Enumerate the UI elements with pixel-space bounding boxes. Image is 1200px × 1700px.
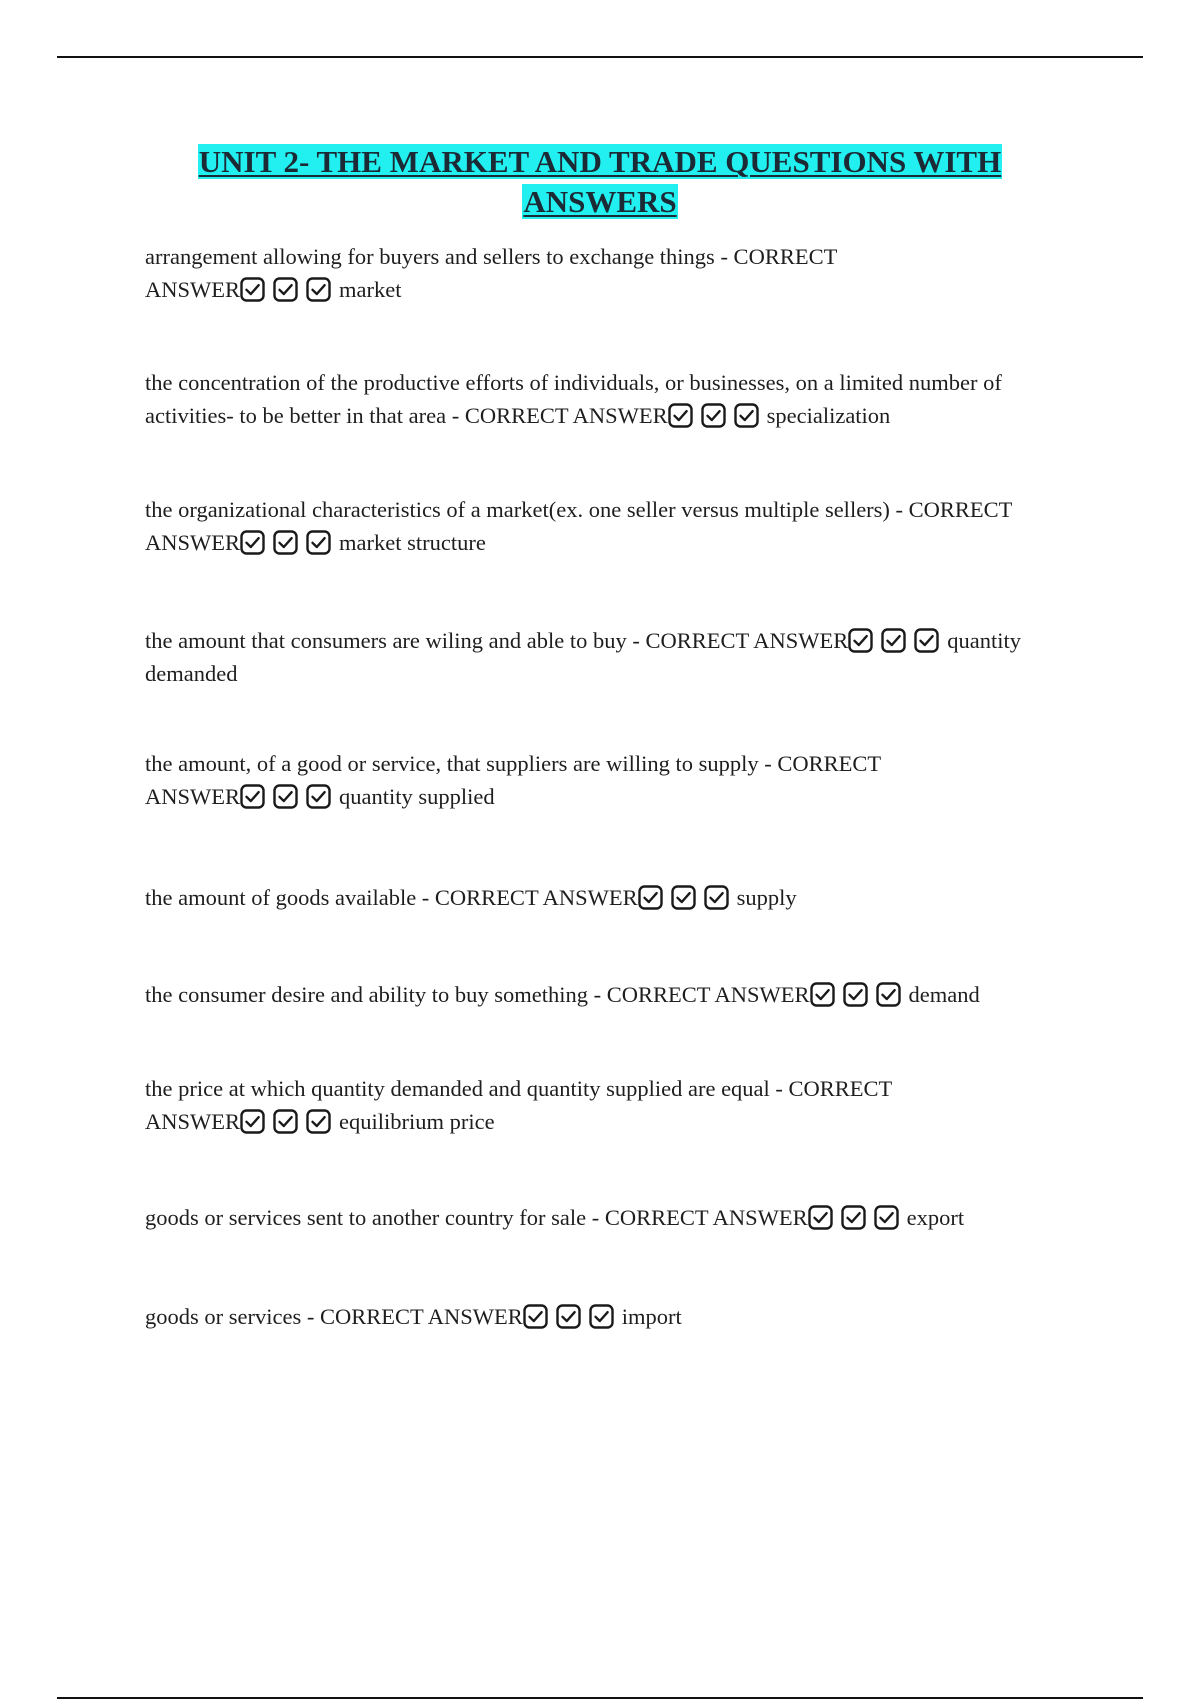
checkbox-check-icon — [273, 1109, 298, 1134]
qa-item — [145, 624, 1085, 690]
top-divider — [57, 56, 1143, 58]
question-text-continued: activities- to be better in that area - CORRECT ANSWER — [145, 403, 668, 428]
answer-text: demand — [908, 982, 980, 1007]
question-text: goods or services sent to another country for sale - CORRECT ANSWER — [145, 1205, 808, 1230]
question-text: the consumer desire and ability to buy something - CORRECT ANSWER — [145, 982, 810, 1007]
checkbox-check-icon — [704, 885, 729, 910]
checkbox-check-icon — [848, 628, 873, 653]
qa-item — [145, 240, 1085, 306]
bottom-divider — [57, 1697, 1143, 1699]
checkbox-check-icon — [914, 628, 939, 653]
answer-text-continued: demanded — [145, 661, 238, 686]
checkbox-check-icon — [589, 1304, 614, 1329]
qa-item — [145, 1072, 1085, 1138]
answer-text: specialization — [766, 403, 891, 428]
qa-item — [145, 747, 1085, 813]
checkbox-check-icon — [273, 277, 298, 302]
checkbox-check-icon — [734, 403, 759, 428]
question-text-continued: ANSWER — [145, 530, 240, 555]
question-text: the price at which quantity demanded and quantity supplied are equal - CORRECT — [145, 1076, 893, 1101]
qa-item — [145, 493, 1085, 559]
question-text: goods or services - CORRECT ANSWER — [145, 1304, 523, 1329]
checkbox-check-icon — [810, 982, 835, 1007]
checkbox-check-icon — [306, 1109, 331, 1134]
checkbox-check-icon — [808, 1205, 833, 1230]
checkbox-check-icon — [874, 1205, 899, 1230]
checkbox-check-icon — [701, 403, 726, 428]
question-text: the organizational characteristics of a market(ex. one seller versus multiple sellers) - CORRECT — [145, 497, 1013, 522]
checkbox-check-icon — [523, 1304, 548, 1329]
checkbox-check-icon — [306, 277, 331, 302]
answer-text: market structure — [339, 530, 486, 555]
checkbox-check-icon — [671, 885, 696, 910]
checkbox-check-icon — [273, 784, 298, 809]
qa-item — [145, 978, 1085, 1011]
checkbox-check-icon — [306, 530, 331, 555]
question-text-continued: ANSWER — [145, 277, 240, 302]
checkbox-check-icon — [843, 982, 868, 1007]
checkbox-check-icon — [273, 530, 298, 555]
question-text-continued: ANSWER — [145, 1109, 240, 1134]
question-text: arrangement allowing for buyers and sellers to exchange things - CORRECT — [145, 244, 838, 269]
qa-item — [145, 1201, 1085, 1234]
page-title — [100, 142, 1100, 222]
checkbox-check-icon — [240, 784, 265, 809]
checkbox-check-icon — [876, 982, 901, 1007]
answer-text: equilibrium price — [339, 1109, 495, 1134]
question-text-continued: ANSWER — [145, 784, 240, 809]
answer-text: export — [906, 1205, 965, 1230]
checkbox-check-icon — [668, 403, 693, 428]
question-text: the amount of goods available - CORRECT ANSWER — [145, 885, 638, 910]
answer-text: supply — [736, 885, 797, 910]
checkbox-check-icon — [556, 1304, 581, 1329]
title-line-1: UNIT 2- THE MARKET AND TRADE QUESTIONS WITH — [198, 144, 1002, 179]
question-text: the concentration of the productive efforts of individuals, or businesses, on a limited number of — [145, 370, 1002, 395]
qa-item — [145, 366, 1085, 432]
answer-text: import — [621, 1304, 682, 1329]
question-text: the amount, of a good or service, that suppliers are willing to supply - CORRECT — [145, 751, 882, 776]
checkbox-check-icon — [841, 1205, 866, 1230]
checkbox-check-icon — [638, 885, 663, 910]
answer-text: market — [339, 277, 402, 302]
checkbox-check-icon — [306, 784, 331, 809]
answer-text: quantity — [947, 628, 1021, 653]
title-line-2: ANSWERS — [523, 184, 677, 219]
question-text: the amount that consumers are wiling and able to buy - CORRECT ANSWER — [145, 628, 849, 653]
checkbox-check-icon — [881, 628, 906, 653]
qa-item — [145, 1300, 1085, 1333]
checkbox-check-icon — [240, 277, 265, 302]
checkbox-check-icon — [240, 1109, 265, 1134]
qa-item — [145, 881, 1085, 914]
checkbox-check-icon — [240, 530, 265, 555]
answer-text: quantity supplied — [339, 784, 495, 809]
